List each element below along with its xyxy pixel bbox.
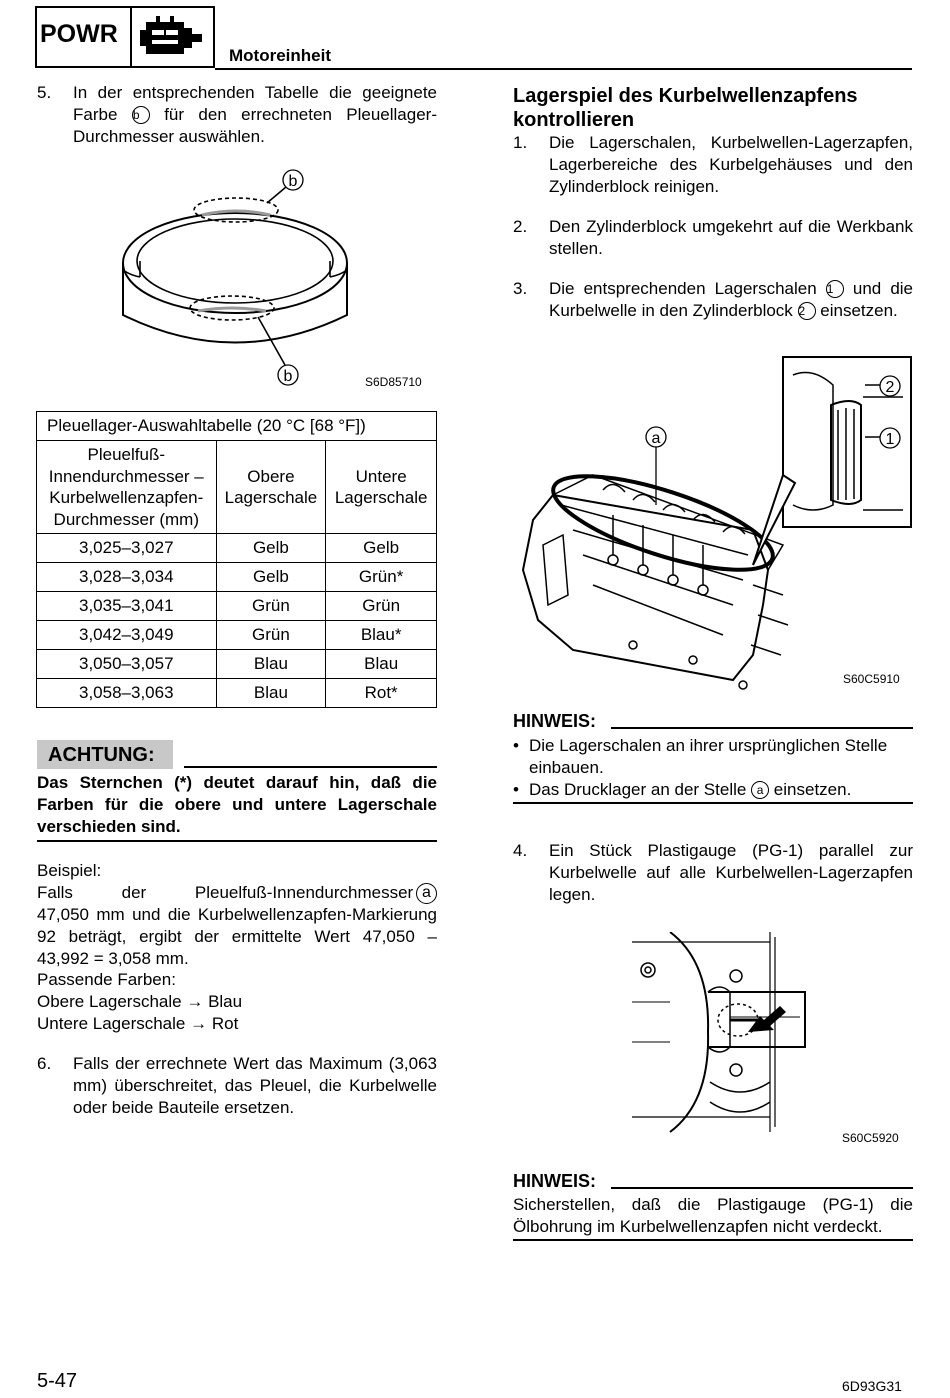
table-row: 3,042–3,049 Grün Blau* <box>37 621 437 650</box>
table-title: Pleuellager-Auswahltabelle (20 °C [68 °F]) <box>37 412 437 441</box>
step-6-number: 6. <box>37 1054 52 1073</box>
note-1-heading-rule <box>611 727 913 729</box>
bearing-shell-illustration <box>110 165 440 395</box>
caution-label: ACHTUNG: <box>48 744 155 766</box>
callout-1-label: 1 <box>885 431 895 448</box>
section-title: Motoreinheit <box>229 46 331 65</box>
marker-b: b <box>132 106 150 124</box>
upper-shell-color: Obere Lagerschale → Blau <box>37 992 243 1011</box>
step-3-number: 3. <box>513 279 528 298</box>
caution-bottom-rule <box>37 840 437 842</box>
step-1-number: 1. <box>513 133 528 152</box>
table-row: 3,035–3,041 Grün Grün <box>37 592 437 621</box>
caution-heading-rule <box>184 766 437 768</box>
step-6-text: Falls der errechnete Wert das Maximum (3,063 mm) überschreitet, das Pleuel, die Kurbelwelle oder beide Bauteile ersetzen. <box>73 1054 437 1117</box>
example-label: Beispiel: <box>37 861 102 880</box>
caution-text: Das Sternchen (*) deutet darauf hin, daß die Farben für die obere und untere Lagerschale verschieden sind. <box>37 773 437 836</box>
figure-1-caption: S6D85710 <box>365 375 422 389</box>
example-line-1 <box>37 882 437 904</box>
example-calculation: 47,050 mm und die Kurbelwellenzapfen-Markierung 92 beträgt, ergibt der ermittelte Wert 47,050 – 43,992 = 3,058 mm. <box>37 905 437 968</box>
section-tab-divider <box>130 6 132 68</box>
lower-shell-color: Untere Lagerschale → Rot <box>37 1014 239 1033</box>
example-line-1-text: Falls der Pleuelfuß-Innendurchmesser <box>37 883 414 902</box>
step-4-text: Ein Stück Plastigauge (PG-1) parallel zur Kurbelwelle auf alle Kurbelwellen-Lagerzapfen legen. <box>549 841 913 904</box>
step-4-number: 4. <box>513 841 528 860</box>
callout-a-label: a <box>651 430 661 447</box>
section-code: POWR <box>40 20 118 48</box>
section-heading: Lagerspiel des Kurbelwellenzapfens kontrollieren <box>513 85 858 131</box>
page-number: 5-47 <box>37 1370 78 1392</box>
callout-b-top-label: b <box>288 173 298 190</box>
engine-unit-icon <box>136 12 208 62</box>
step-1-text: Die Lagerschalen, Kurbelwellen-Lagerzapfen, Lagerbereiche des Kurbelgehäuses und den Zylinderblock reinigen. <box>549 133 913 196</box>
matching-colors-label: Passende Farben: <box>37 970 176 989</box>
note-2-heading-rule <box>611 1187 913 1189</box>
callout-2-label: 2 <box>885 379 895 396</box>
marker-a: a <box>416 883 437 904</box>
note-1-bullet-1: • Die Lagerschalen an ihrer ursprünglichen Stelle einbauen. <box>513 736 888 777</box>
marker-1: 1 <box>826 280 844 298</box>
document-code: 6D93G31 <box>842 1378 902 1394</box>
table-header-upper: Obere Lagerschale <box>216 441 326 534</box>
callout-b-bottom-label: b <box>283 368 293 385</box>
step-5-text-part2: für den errechneten Pleuellager-Durchmesser auswählen. <box>73 105 437 146</box>
marker-2: 2 <box>798 302 816 320</box>
step-3-text: Die entsprechenden Lagerschalen 1 und die Kurbelwelle in den Zylinderblock 2 einsetzen. <box>549 279 914 320</box>
marker-a-note: a <box>751 781 769 799</box>
note-2-text: Sicherstellen, daß die Plastigauge (PG-1) die Ölbohrung im Kurbelwellenzapfen nicht verdeckt. <box>513 1195 913 1236</box>
step-2-text: Den Zylinderblock umgekehrt auf die Werkbank stellen. <box>549 217 913 258</box>
cylinder-block-illustration <box>513 355 913 690</box>
bearing-selection-table <box>36 411 437 708</box>
note-1-label: HINWEIS: <box>513 711 596 731</box>
table-row: 3,028–3,034 Gelb Grün* <box>37 563 437 592</box>
header-rule <box>215 68 912 70</box>
step-2-number: 2. <box>513 217 528 236</box>
table-row: 3,050–3,057 Blau Blau <box>37 650 437 679</box>
table-header-diameter: Pleuelfuß- Innendurchmesser – Kurbelwellenzapfen- Durchmesser (mm) <box>37 441 217 534</box>
note-2-bottom-rule <box>513 1239 913 1241</box>
table-header-lower: Untere Lagerschale <box>326 441 437 534</box>
table-row: 3,025–3,027 Gelb Gelb <box>37 534 437 563</box>
step-5-text <box>73 82 437 148</box>
figure-3-caption: S60C5920 <box>842 1131 899 1145</box>
note-2-label: HINWEIS: <box>513 1171 596 1191</box>
plastigauge-illustration <box>630 932 910 1152</box>
note-1-bottom-rule <box>513 802 913 804</box>
note-1-bullet-2: • Das Drucklager an der Stelle a einsetzen. <box>513 780 852 799</box>
table-row: 3,058–3,063 Blau Rot* <box>37 679 437 708</box>
step-5-number: 5. <box>37 83 52 102</box>
figure-2-caption: S60C5910 <box>843 672 900 686</box>
step-5-text-part1: In der entsprechenden Tabelle die geeignete Farbe <box>73 83 437 124</box>
